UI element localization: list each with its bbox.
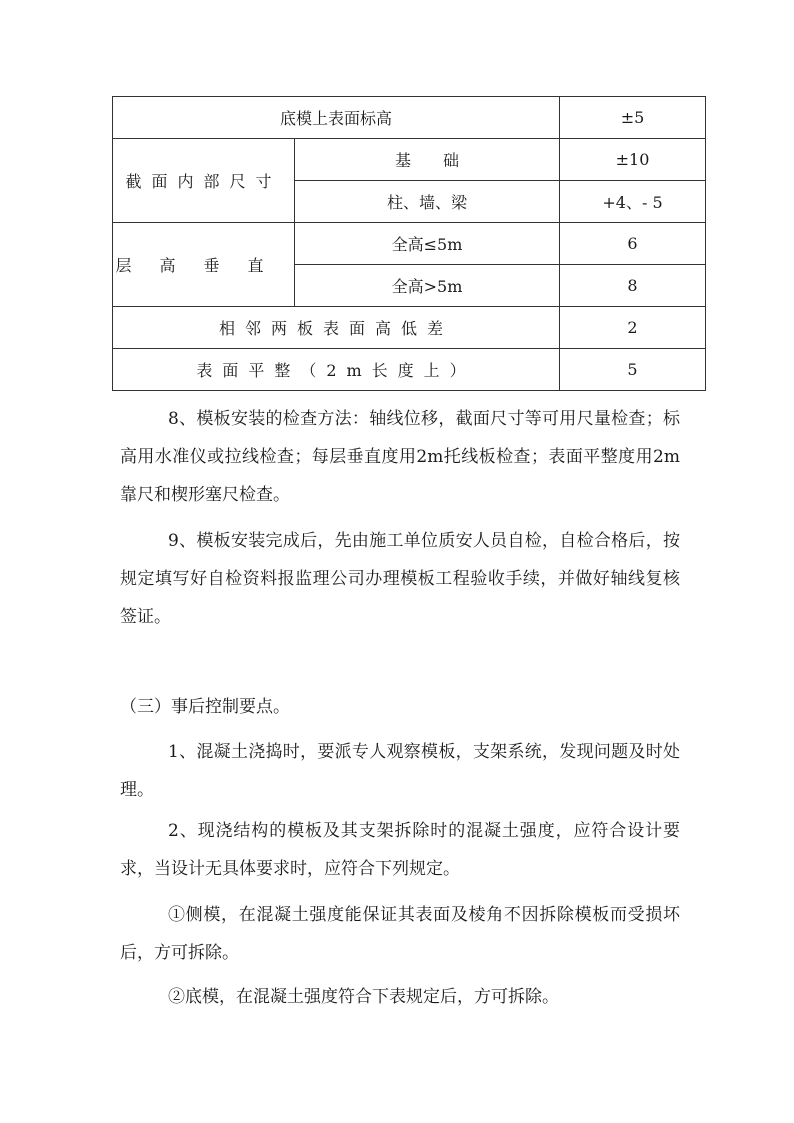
- table-cell-item: 柱、墙、梁: [295, 181, 560, 223]
- table-row: [113, 97, 706, 139]
- table-cell-group: 截面内部尺寸: [113, 139, 295, 223]
- table-cell-item: 表面平整（2m长度上）: [113, 349, 560, 391]
- paragraph-bottom-form: ②底模，在混凝土强度符合下表规定后，方可拆除。: [168, 987, 559, 1007]
- table-cell-group: 层高垂直: [113, 223, 295, 307]
- table-row: [113, 307, 706, 349]
- table-row: [113, 349, 706, 391]
- tolerance-table: [112, 96, 706, 391]
- table-cell-value: 2: [560, 307, 706, 349]
- paragraph-removal-strength: 2、现浇结构的模板及其支架拆除时的混凝土强度，应符合设计要求，当设计无具体要求时，应符合下列规定。: [120, 821, 680, 879]
- table-cell-item: 基 础: [295, 139, 560, 181]
- table-cell-value: ±10: [560, 139, 706, 181]
- paragraph-inspection-methods: 8、模板安装的检查方法：轴线位移，截面尺寸等可用尺量检查；标高用水准仪或拉线检查；每层垂直度用2m托线板检查；表面平整度用2m靠尺和楔形塞尺检查。: [120, 409, 680, 505]
- table-cell-value: 6: [560, 223, 706, 265]
- table-cell-value: +4、- 5: [560, 181, 706, 223]
- paragraph-self-check: 9、模板安装完成后，先由施工单位质安人员自检，自检合格后，按规定填写好自检资料报监理公司办理模板工程验收手续，并做好轴线复核签证。: [120, 531, 680, 627]
- table-cell-item: 相邻两板表面高低差: [113, 307, 560, 349]
- table-cell-value: 5: [560, 349, 706, 391]
- table-cell-value: ±5: [560, 97, 706, 139]
- section-heading: （三）事后控制要点。: [120, 697, 290, 717]
- table-cell-item: 底模上表面标高: [113, 97, 560, 139]
- paragraph-side-form: ①侧模，在混凝土强度能保证其表面及棱角不因拆除模板而受损坏后，方可拆除。: [120, 905, 680, 963]
- table-row: [113, 223, 706, 265]
- table-cell-item: 全高>5m: [295, 265, 560, 307]
- paragraph-pouring: 1、混凝土浇捣时，要派专人观察模板，支架系统，发现问题及时处理。: [120, 742, 680, 800]
- table-row: [113, 139, 706, 181]
- table-cell-item: 全高≤5m: [295, 223, 560, 265]
- table-cell-value: 8: [560, 265, 706, 307]
